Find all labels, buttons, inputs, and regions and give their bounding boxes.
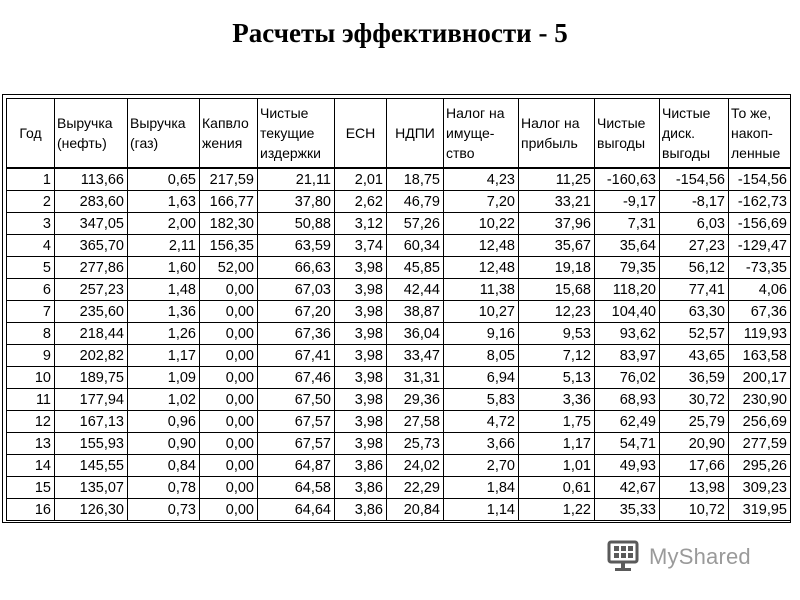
year-cell: 10	[7, 367, 55, 389]
value-cell: 126,30	[55, 499, 128, 521]
value-cell: 63,30	[660, 301, 729, 323]
value-cell: 67,03	[258, 279, 335, 301]
value-cell: 156,35	[200, 235, 258, 257]
column-header-line: Чистые	[260, 105, 309, 121]
year-cell: 6	[7, 279, 55, 301]
value-cell: 27,58	[387, 411, 444, 433]
value-cell: 1,17	[519, 433, 595, 455]
value-cell: 118,20	[595, 279, 660, 301]
column-header	[444, 99, 519, 169]
value-cell: 230,90	[729, 389, 791, 411]
value-cell: 6,03	[660, 213, 729, 235]
column-header-line: текущие	[260, 125, 315, 141]
value-cell: 13,98	[660, 477, 729, 499]
year-cell: 11	[7, 389, 55, 411]
column-header-line: диск.	[662, 125, 696, 141]
value-cell: -129,47	[729, 235, 791, 257]
column-header-line: издержки	[260, 145, 321, 161]
year-cell: 16	[7, 499, 55, 521]
value-cell: 0,90	[128, 433, 200, 455]
value-cell: 67,20	[258, 301, 335, 323]
value-cell: 119,93	[729, 323, 791, 345]
brand-watermark	[607, 540, 751, 574]
value-cell: 1,84	[444, 477, 519, 499]
header-row	[7, 99, 791, 169]
table-row	[7, 301, 791, 323]
column-header	[55, 99, 128, 169]
year-cell: 1	[7, 168, 55, 191]
value-cell: 19,18	[519, 257, 595, 279]
column-header	[729, 99, 791, 169]
value-cell: 0,00	[200, 345, 258, 367]
table-row	[7, 257, 791, 279]
value-cell: 43,65	[660, 345, 729, 367]
value-cell: 3,86	[335, 499, 387, 521]
value-cell: 155,93	[55, 433, 128, 455]
value-cell: -160,63	[595, 168, 660, 191]
value-cell: 1,36	[128, 301, 200, 323]
value-cell: 2,62	[335, 191, 387, 213]
value-cell: 0,00	[200, 411, 258, 433]
column-header	[200, 99, 258, 169]
value-cell: 1,60	[128, 257, 200, 279]
column-header-line: ство	[446, 145, 475, 161]
value-cell: 68,93	[595, 389, 660, 411]
value-cell: 63,59	[258, 235, 335, 257]
value-cell: 0,00	[200, 433, 258, 455]
value-cell: 235,60	[55, 301, 128, 323]
column-header-line: жения	[202, 135, 243, 151]
year-cell: 14	[7, 455, 55, 477]
column-header-line: ЕСН	[345, 125, 376, 141]
value-cell: 319,95	[729, 499, 791, 521]
column-header-line: прибыль	[521, 135, 578, 151]
value-cell: 3,66	[444, 433, 519, 455]
value-cell: 67,36	[258, 323, 335, 345]
column-header-line: Чистые	[597, 115, 646, 131]
value-cell: 60,34	[387, 235, 444, 257]
value-cell: 35,33	[595, 499, 660, 521]
value-cell: 135,07	[55, 477, 128, 499]
value-cell: 67,50	[258, 389, 335, 411]
value-cell: 0,00	[200, 323, 258, 345]
value-cell: 1,09	[128, 367, 200, 389]
value-cell: 1,48	[128, 279, 200, 301]
value-cell: 167,13	[55, 411, 128, 433]
column-header-line: Год	[19, 125, 42, 141]
column-header-line: (нефть)	[57, 135, 107, 151]
value-cell: 12,48	[444, 257, 519, 279]
value-cell: 0,00	[200, 279, 258, 301]
value-cell: 15,68	[519, 279, 595, 301]
value-cell: 7,31	[595, 213, 660, 235]
value-cell: 277,59	[729, 433, 791, 455]
value-cell: 22,29	[387, 477, 444, 499]
value-cell: 79,35	[595, 257, 660, 279]
table-row	[7, 433, 791, 455]
value-cell: 4,06	[729, 279, 791, 301]
value-cell: 0,84	[128, 455, 200, 477]
value-cell: 10,27	[444, 301, 519, 323]
value-cell: 25,79	[660, 411, 729, 433]
value-cell: 0,61	[519, 477, 595, 499]
value-cell: 256,69	[729, 411, 791, 433]
value-cell: 0,00	[200, 477, 258, 499]
value-cell: 1,75	[519, 411, 595, 433]
value-cell: 31,31	[387, 367, 444, 389]
value-cell: 0,73	[128, 499, 200, 521]
value-cell: 3,98	[335, 323, 387, 345]
value-cell: 0,65	[128, 168, 200, 191]
value-cell: 0,00	[200, 455, 258, 477]
value-cell: 62,49	[595, 411, 660, 433]
table-body	[7, 168, 791, 521]
value-cell: -8,17	[660, 191, 729, 213]
value-cell: 277,86	[55, 257, 128, 279]
value-cell: 35,64	[595, 235, 660, 257]
table-row	[7, 168, 791, 191]
value-cell: 67,41	[258, 345, 335, 367]
value-cell: 3,98	[335, 367, 387, 389]
value-cell: 3,98	[335, 345, 387, 367]
column-header-line: НДПИ	[395, 125, 435, 141]
brand-name: MyShared	[649, 544, 751, 569]
value-cell: 18,75	[387, 168, 444, 191]
value-cell: 3,74	[335, 235, 387, 257]
column-header	[595, 99, 660, 169]
column-header-line: выгоды	[662, 145, 711, 161]
column-header-line: Чистые	[662, 105, 711, 121]
myshared-logo-icon	[607, 540, 643, 574]
value-cell: 64,64	[258, 499, 335, 521]
value-cell: 3,86	[335, 477, 387, 499]
column-header	[660, 99, 729, 169]
table-row	[7, 367, 791, 389]
value-cell: 218,44	[55, 323, 128, 345]
value-cell: 67,57	[258, 433, 335, 455]
year-cell: 13	[7, 433, 55, 455]
value-cell: 257,23	[55, 279, 128, 301]
year-cell: 7	[7, 301, 55, 323]
value-cell: 0,00	[200, 499, 258, 521]
table-row	[7, 345, 791, 367]
column-header-line: имуще-	[446, 125, 495, 141]
value-cell: 177,94	[55, 389, 128, 411]
value-cell: 1,17	[128, 345, 200, 367]
value-cell: 1,14	[444, 499, 519, 521]
value-cell: 3,98	[335, 411, 387, 433]
value-cell: 11,25	[519, 168, 595, 191]
table-row	[7, 499, 791, 521]
value-cell: 67,57	[258, 411, 335, 433]
year-cell: 12	[7, 411, 55, 433]
column-header	[128, 99, 200, 169]
value-cell: 283,60	[55, 191, 128, 213]
value-cell: 9,53	[519, 323, 595, 345]
table-row	[7, 477, 791, 499]
value-cell: 3,98	[335, 301, 387, 323]
value-cell: 50,88	[258, 213, 335, 235]
column-header-line: (газ)	[130, 135, 159, 151]
value-cell: 0,00	[200, 301, 258, 323]
value-cell: 33,21	[519, 191, 595, 213]
column-header	[387, 99, 444, 169]
value-cell: 4,72	[444, 411, 519, 433]
value-cell: 182,30	[200, 213, 258, 235]
value-cell: 57,26	[387, 213, 444, 235]
value-cell: 166,77	[200, 191, 258, 213]
value-cell: 2,70	[444, 455, 519, 477]
value-cell: 67,46	[258, 367, 335, 389]
value-cell: 0,96	[128, 411, 200, 433]
value-cell: 8,05	[444, 345, 519, 367]
value-cell: 309,23	[729, 477, 791, 499]
value-cell: 3,98	[335, 433, 387, 455]
value-cell: 1,22	[519, 499, 595, 521]
efficiency-table	[6, 98, 791, 521]
value-cell: 1,26	[128, 323, 200, 345]
value-cell: 35,67	[519, 235, 595, 257]
column-header-line: ленные	[731, 145, 781, 161]
value-cell: 77,41	[660, 279, 729, 301]
value-cell: 295,26	[729, 455, 791, 477]
value-cell: 189,75	[55, 367, 128, 389]
value-cell: 54,71	[595, 433, 660, 455]
value-cell: 12,23	[519, 301, 595, 323]
column-header-line: Налог на	[446, 105, 505, 121]
value-cell: 46,79	[387, 191, 444, 213]
value-cell: 2,11	[128, 235, 200, 257]
table-row	[7, 191, 791, 213]
column-header-line: То же,	[731, 105, 772, 121]
value-cell: 20,84	[387, 499, 444, 521]
value-cell: 30,72	[660, 389, 729, 411]
value-cell: 66,63	[258, 257, 335, 279]
value-cell: 2,01	[335, 168, 387, 191]
value-cell: 5,83	[444, 389, 519, 411]
table-header	[7, 99, 791, 169]
value-cell: -73,35	[729, 257, 791, 279]
value-cell: 4,23	[444, 168, 519, 191]
value-cell: 52,57	[660, 323, 729, 345]
table-row	[7, 411, 791, 433]
value-cell: 145,55	[55, 455, 128, 477]
value-cell: -156,69	[729, 213, 791, 235]
table-row	[7, 389, 791, 411]
value-cell: 45,85	[387, 257, 444, 279]
value-cell: 217,59	[200, 168, 258, 191]
year-cell: 15	[7, 477, 55, 499]
value-cell: 347,05	[55, 213, 128, 235]
value-cell: 104,40	[595, 301, 660, 323]
value-cell: 1,02	[128, 389, 200, 411]
value-cell: 7,12	[519, 345, 595, 367]
table-row	[7, 213, 791, 235]
value-cell: 37,96	[519, 213, 595, 235]
value-cell: 64,58	[258, 477, 335, 499]
value-cell: 2,00	[128, 213, 200, 235]
value-cell: 33,47	[387, 345, 444, 367]
value-cell: 29,36	[387, 389, 444, 411]
value-cell: 113,66	[55, 168, 128, 191]
column-header	[519, 99, 595, 169]
column-header-line: Выручка	[130, 115, 186, 131]
value-cell: 10,22	[444, 213, 519, 235]
value-cell: 17,66	[660, 455, 729, 477]
column-header	[7, 99, 55, 169]
value-cell: 52,00	[200, 257, 258, 279]
value-cell: 3,36	[519, 389, 595, 411]
value-cell: -154,56	[660, 168, 729, 191]
value-cell: 200,17	[729, 367, 791, 389]
value-cell: 36,59	[660, 367, 729, 389]
table-row	[7, 279, 791, 301]
value-cell: 6,94	[444, 367, 519, 389]
value-cell: 365,70	[55, 235, 128, 257]
value-cell: 0,00	[200, 367, 258, 389]
value-cell: 202,82	[55, 345, 128, 367]
value-cell: 3,12	[335, 213, 387, 235]
column-header	[258, 99, 335, 169]
value-cell: 11,38	[444, 279, 519, 301]
value-cell: -154,56	[729, 168, 791, 191]
column-header-line: Налог на	[521, 115, 580, 131]
value-cell: 42,67	[595, 477, 660, 499]
value-cell: 20,90	[660, 433, 729, 455]
year-cell: 5	[7, 257, 55, 279]
table-row	[7, 235, 791, 257]
value-cell: 1,63	[128, 191, 200, 213]
value-cell: 56,12	[660, 257, 729, 279]
column-header-line: выгоды	[597, 135, 646, 151]
value-cell: 3,98	[335, 389, 387, 411]
value-cell: 5,13	[519, 367, 595, 389]
column-header-line: накоп-	[731, 125, 773, 141]
value-cell: 38,87	[387, 301, 444, 323]
value-cell: 49,93	[595, 455, 660, 477]
year-cell: 4	[7, 235, 55, 257]
value-cell: 7,20	[444, 191, 519, 213]
value-cell: 67,36	[729, 301, 791, 323]
value-cell: 10,72	[660, 499, 729, 521]
value-cell: 83,97	[595, 345, 660, 367]
value-cell: 64,87	[258, 455, 335, 477]
value-cell: 24,02	[387, 455, 444, 477]
table-row	[7, 323, 791, 345]
value-cell: 25,73	[387, 433, 444, 455]
value-cell: -162,73	[729, 191, 791, 213]
value-cell: 93,62	[595, 323, 660, 345]
column-header-line: Выручка	[57, 115, 113, 131]
value-cell: 37,80	[258, 191, 335, 213]
value-cell: 21,11	[258, 168, 335, 191]
year-cell: 8	[7, 323, 55, 345]
value-cell: 27,23	[660, 235, 729, 257]
column-header-line: Капвло	[202, 115, 249, 131]
value-cell: 0,00	[200, 389, 258, 411]
year-cell: 3	[7, 213, 55, 235]
table-row	[7, 455, 791, 477]
value-cell: 42,44	[387, 279, 444, 301]
value-cell: 36,04	[387, 323, 444, 345]
value-cell: 3,86	[335, 455, 387, 477]
slide-title: Расчеты эффективности - 5	[232, 18, 568, 48]
column-header	[335, 99, 387, 169]
year-cell: 9	[7, 345, 55, 367]
value-cell: 3,98	[335, 279, 387, 301]
value-cell: -9,17	[595, 191, 660, 213]
value-cell: 76,02	[595, 367, 660, 389]
value-cell: 3,98	[335, 257, 387, 279]
value-cell: 0,78	[128, 477, 200, 499]
value-cell: 9,16	[444, 323, 519, 345]
value-cell: 163,58	[729, 345, 791, 367]
value-cell: 12,48	[444, 235, 519, 257]
value-cell: 1,01	[519, 455, 595, 477]
year-cell: 2	[7, 191, 55, 213]
